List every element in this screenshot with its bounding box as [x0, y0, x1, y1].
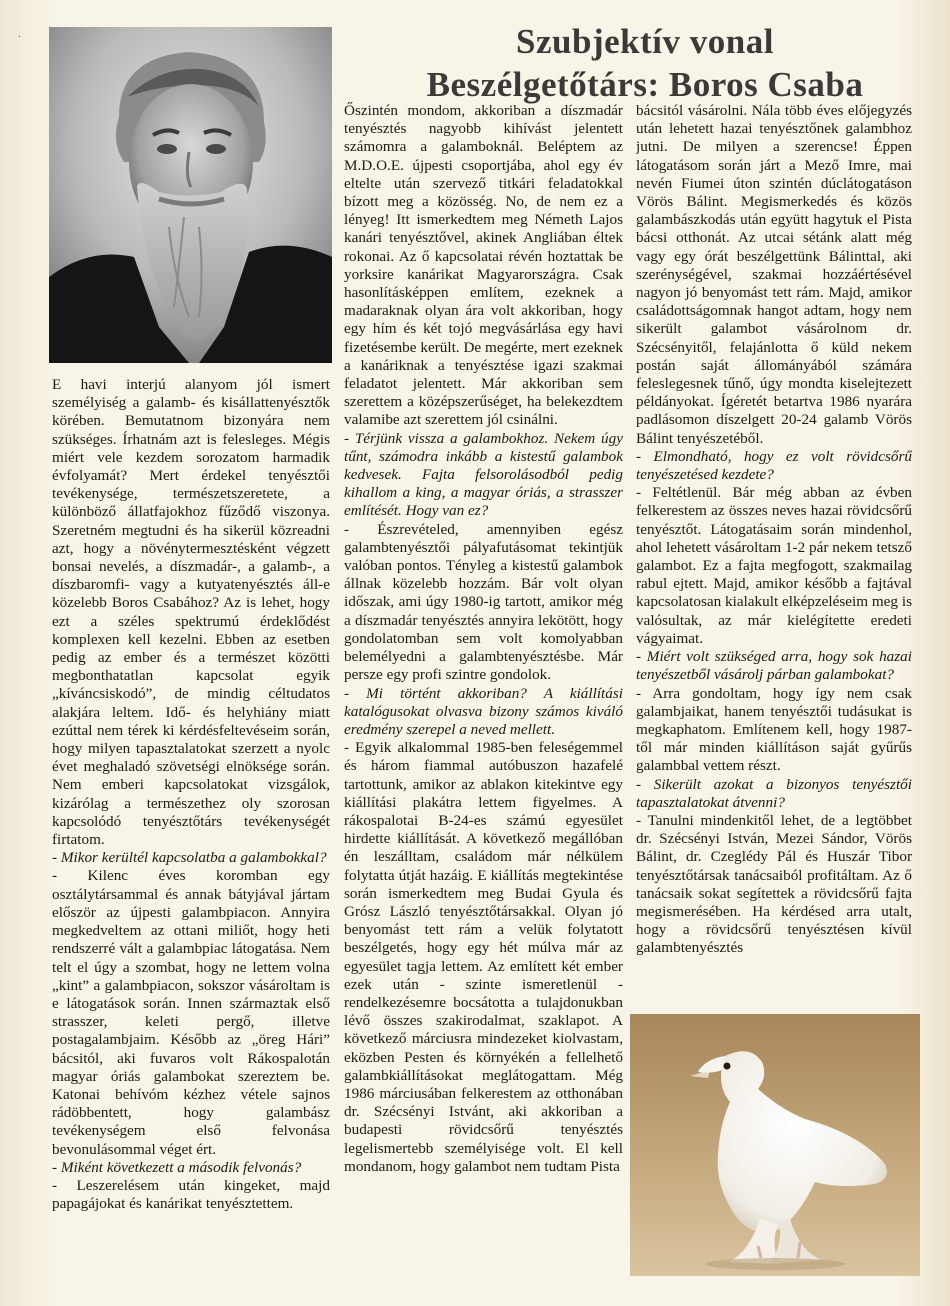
- answer-3: - Észrevételed, amennyiben egész galambtenyésztői pályafutásomat tekintjük valóban pontos. Tényleg a kistestű galambok állnak közelebb hozzám. Bár volt olyan időszak, ami úgy 1980-ig tartott, amikor még a díszmadár tenyésztés annyira lekötött, hogy gondolatomban sem volt komolyabban belemélyedni a galambtenyésztésbe. Már persze egy profi szintre gondolok.: [344, 520, 623, 684]
- answer-5: - Feltétlenül. Bár még abban az évben felkerestem az összes neves hazai rövidcsőrű tenyésztőt. Látogatásaim során mindenhol, ahol lehetett vásároltam 1-2 pár nekem tetsző galambot. Ez a fajta megfogott, szakmailag rabul ejtett. Majd, amikor később a fajtával kapcsolatosan kialakult elképzeléseim meg is valósultak, az már kielégítette eredeti vágyaimat.: [636, 484, 912, 647]
- column-2: [344, 102, 623, 1267]
- question-2: - Miként következett a második felvonás?: [52, 1158, 302, 1176]
- title-line-1: Szubjektív vonal: [516, 22, 774, 61]
- portrait-man-icon: [49, 27, 332, 363]
- question-4: - Mi történt akkoriban? A kiállítási katalógusokat olvasva bizony számos kiváló eredmény szerepel a neved mellett.: [344, 684, 623, 738]
- answer-2-start: - Leszerelésem után kingeket, majd papagájokat és kanárikat tenyésztettem.: [52, 1176, 330, 1213]
- white-pigeon-icon: [630, 1014, 920, 1276]
- column-1: [52, 376, 330, 1271]
- question-6: - Miért volt szükséged arra, hogy sok hazai tenyészetből vásárolj párban galambokat?: [636, 648, 912, 684]
- answer-7: - Tanulni mindenkitől lehet, de a legtöbbet dr. Szécsényi István, Mezei Sándor, Vörös Bálint, dr. Czeglédy Pál és Huszár Tibor tenyésztőtársak tanácsaiból profitáltam. Az ő tanácsaik sokat segítettek a rövidcsőrű fajta megismerésében. Ha kérdésed arra utalt, hogy a rövidcsőrű tenyésztésen kívül galambtenyésztés: [636, 811, 912, 957]
- answer-6: - Arra gondoltam, hogy így nem csak galambjaikat, hanem tenyésztői tudásukat is megkaphatom. Említenem kell, hogy 1987-től már minden kiállításon saját gyűrűs galambbal vettem részt.: [636, 684, 912, 775]
- pigeon-photo: [630, 1014, 920, 1276]
- intro-paragraph: E havi interjú alanyom jól ismert személyiség a galamb- és kisállattenyésztők körében. Bemutatnom bizonyára nem szükséges. Írhatnám azt is felesleges. Mégis miért vele kezdem sorozatom harmadik évfolyamát? Mert érdekel tenyésztői tevékenysége, természetszeretete, a különböző állatfajokhoz fűződő viszonya. Szeretném megtudni és ha sikerül közreadni azt, hogy a növénytermesztésként végzett bonsai nevelés, a díszmadár-, a galamb-, a díszbaromfi- vagy a kutyatenyésztés áll-e közelebb Boros Csabához? Az is lehet, hogy ezt a széles spektrumú érdeklődést komplexen kell kezelni. Ebben az esetben pedig az ember és a természet közötti megbonthatatlan kapcsolat egyik „kíváncsiskodó”, de mindig céltudatos alakjára leltem. Idő- és helyhiány miatt ezúttal nem térek ki kérdésfeltevéseim során, hogy milyen tapasztalatokat szerzett a nyolc évet meghaladó szövetségi elnöksége során. Nem emberi kapcsolatokat vizsgálok, kizárólag a természethez oly szorosan kapcsolódó tenyésztőtárs tevékenységét firtatom.: [52, 376, 330, 849]
- answer-2-cont: Őszintén mondom, akkoriban a díszmadár tenyésztés nagyobb kihívást jelentett számomra a galamboknál. Beléptem az M.D.O.E. újpesti csoportjába, ahol egy év eltelte után szervező titkári feladatokkal bízott meg a közösség. No, de nem ez a lényeg! Itt ismerkedtem meg Németh Lajos kanári tenyésztővel, akinek Angliában éltek rokonai. Az ő kapcsolatai révén hoztattak be yorksire kanárikat Magyarországra. Csak hasonlításképpen említem, ezeknek a madaraknak olyan ára volt akkoriban, hogy egy hím és két tojó megvásárlása egy havi fizetésembe került. De megérte, mert ezeknek a kanáriknak a tenyésztése igazi szakmai feladatot jelentett. Már akkoriban sem szerettem a középszerűséget, ha belekezdtem valamibe azt szerettem jól csinálni.: [344, 102, 623, 429]
- title-line-2: Beszélgetőtárs: Boros Csaba: [426, 65, 864, 104]
- column-3: [636, 102, 912, 1012]
- answer-1: - Kilenc éves koromban egy osztálytársammal és annak bátyjával jártam először az újpesti galambpiacon. Annyira megkedveltem az ottani miliőt, hogy heti rendszerré vált a galambpiac látogatása. Nem telt el úgy a szombat, hogy ne lettem volna „kint” a galambpiacon, sokszor vásároltam is e látogatások során. Innen származtak első strasszer, keleti pergő, illetve postagalambjaim. Később az „öreg Hári” bácsitól, aki fuvaros volt Rákospalotán magyar óriás galambokat szereztem be. Katonai behívóm kézhez vétele sajnos rádöbbentett, hogy galambász tevékenységem első felvonása bevonulásommal véget ért.: [52, 867, 330, 1158]
- question-1: - Mikor kerültél kapcsolatba a galambokkal?: [52, 849, 327, 867]
- answer-4: - Egyik alkalommal 1985-ben feleségemmel és három fiammal autóbuszon hazafelé tartottunk, amikor az ablakon kitekintve egy kiállítási plakátra lettem figyelmes. A rákospalotai B-24-es számú egyesület hirdette kiállítását. A következő megállóban én leszálltam, családom már nélkülem folytatta útját hazáig. E kiállítás megtekintése során ismerkedtem meg Budai Gyula és Grósz László tenyésztőtársakkal. Olyan jó benyomást tett rám a velük folytatott beszélgetés, hogy egy hét múlva már az egyesület tagja lettem. Az említett két ember ezek után - szinte ismeretlenül - rendelkezésemre bocsátotta a tulajdonukban lévő összes szakirodalmat, szaklapot. A következő márciusra mindezeket kiolvastam, eközben Pesten és környékén a fellelhető galambkiállításokat meglátogattam. Még 1986 márciusában felkerestem az otthonában dr. Szécsényi Istvánt, aki akkoriban a budapesti rövidcsőrű tenyésztés legelismertebb személyisége volt. El kell mondanom, hogy galambot nem tudtam Pista: [344, 739, 623, 1175]
- article-title: [400, 20, 890, 106]
- question-5: - Elmondható, hogy ez volt rövidcsőrű tenyészetésed kezdete?: [636, 447, 912, 484]
- page-mark: .: [18, 28, 21, 40]
- question-3: - Térjünk vissza a galambokhoz. Nekem úgy tűnt, számodra inkább a kistestű galambok kedvesek. Fajta felsorolásodból pedig kihallom a king, a magyar óriás, a strasszer említését. Hogy van ez?: [344, 429, 623, 520]
- question-7: - Sikerült azokat a bizonyos tenyésztői tapasztalatokat átvenni?: [636, 775, 912, 811]
- answer-4-cont: bácsitól vásárolni. Nála több éves előjegyzés után lehetett hazai tenyésztőnek galambhoz jutni. De milyen a szerencse! Éppen látogatásom során járt a Mező Imre, mai nevén Fiumei úton szintén dúclátogatáson Vörös Bálint. Megismerkedés és közös galambászkodás után együtt hagytuk el Pista bácsi otthonát. Az utcai sétánk alatt még vagy egy órát beszélgettünk Bálinttal, aki szerénységével, szakmai hozzáértésével nagyon jó benyomást tett rám. Majd, amikor családottságomnak hangot adtam, hogy nem sikerült galambot vásárolnom dr. Szécsényitől, felajánlotta ő küld nekem postán saját állományából számára feleslegesnek tűnő, úgy mondta kiselejtezett példányokat. Ígéretét betartva 1986 nyarára padlásomon díszelgett 20-24 galamb Vörös Bálint tenyészetéből.: [636, 102, 912, 447]
- portrait-photo: [49, 27, 332, 363]
